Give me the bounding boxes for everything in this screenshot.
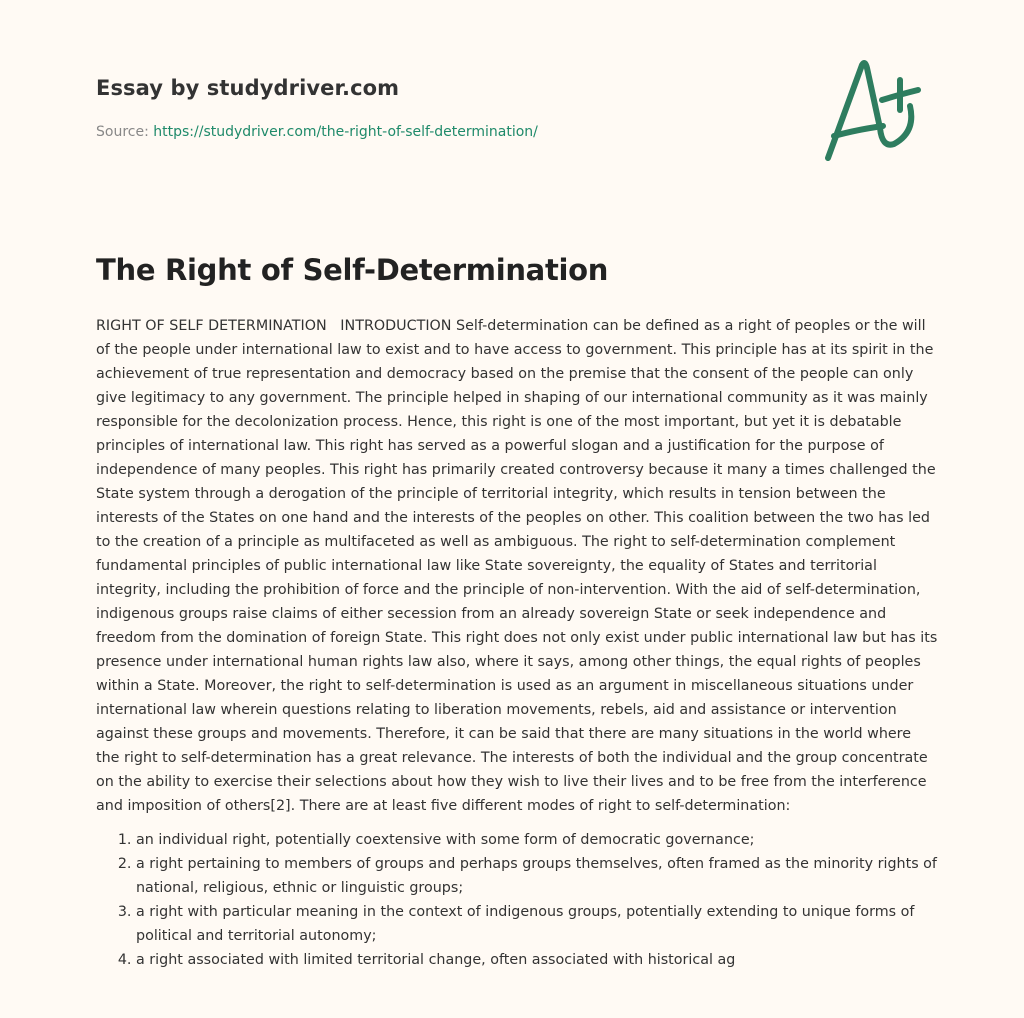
site-header (96, 76, 399, 100)
modes-list (96, 828, 938, 972)
source-line (96, 124, 538, 140)
list-item: 3. a right with particular meaning in the context of indigenous groups, potentially extending to unique forms of political and territorial autonomy; (136, 900, 938, 948)
article-body (96, 314, 938, 972)
article-paragraph: RIGHT OF SELF DETERMINATION INTRODUCTION Self-determination can be defined as a right of peoples or the will of the people under international law to exist and to have access to government. This principle has at its spirit in the achievement of true representation and democracy based on the premise that the consent of the people can only give legitimacy to any government. The principle helped in shaping of our international community as it was mainly responsible for the decolonization process. Hence, this right is one of the most important, but yet it is debatable principles of international law. This right has served as a powerful slogan and a justification for the purpose of independence of many peoples. This right has primarily created controversy because it many a times challenged the State system through a derogation of the principle of territorial integrity, which results in tension between the interests of the States on one hand and the interests of the peoples on other. This coalition between the two has led to the creation of a principle as multifaceted as well as ambiguous. The right to self-determination complement fundamental principles of public international law like State sovereignty, the equality of States and territorial integrity, including the prohibition of force and the principle of non-intervention. With the aid of self-determination, indigenous groups raise claims of either secession from an already sovereign State or seek independence and freedom from the domination of foreign State. This right does not only exist under public international law but has its presence under international human rights law also, where it says, among other things, the equal rights of peoples within a State. Moreover, the right to self-determination is used as an argument in miscellaneous situations under international law wherein questions relating to liberation movements, rebels, aid and assistance or intervention against these groups and movements. Therefore, it can be said that there are many situations in the world where the right to self-determination has a great relevance. The interests of both the individual and the group concentrate on the ability to exercise their selections about how they wish to live their lives and to be free from the interference and imposition of others[2]. There are at least five different modes of right to self-determination: (96, 318, 938, 814)
source-link[interactable]: https://studydriver.com/the-right-of-self-determination/ (153, 124, 538, 140)
article-title: The Right of Self-Determination (96, 253, 609, 287)
list-item: 2. a right pertaining to members of groups and perhaps groups themselves, often framed as the minority rights of national, religious, ethnic or linguistic groups; (136, 852, 938, 900)
brand-title: Essay by studydriver.com (96, 76, 400, 100)
list-item: 1. an individual right, potentially coextensive with some form of democratic governance; (136, 828, 938, 852)
list-item: 4. a right associated with limited territorial change, often associated with historical ag (136, 948, 938, 972)
source-label: Source: (96, 124, 149, 140)
a-plus-logo-icon (820, 40, 930, 165)
